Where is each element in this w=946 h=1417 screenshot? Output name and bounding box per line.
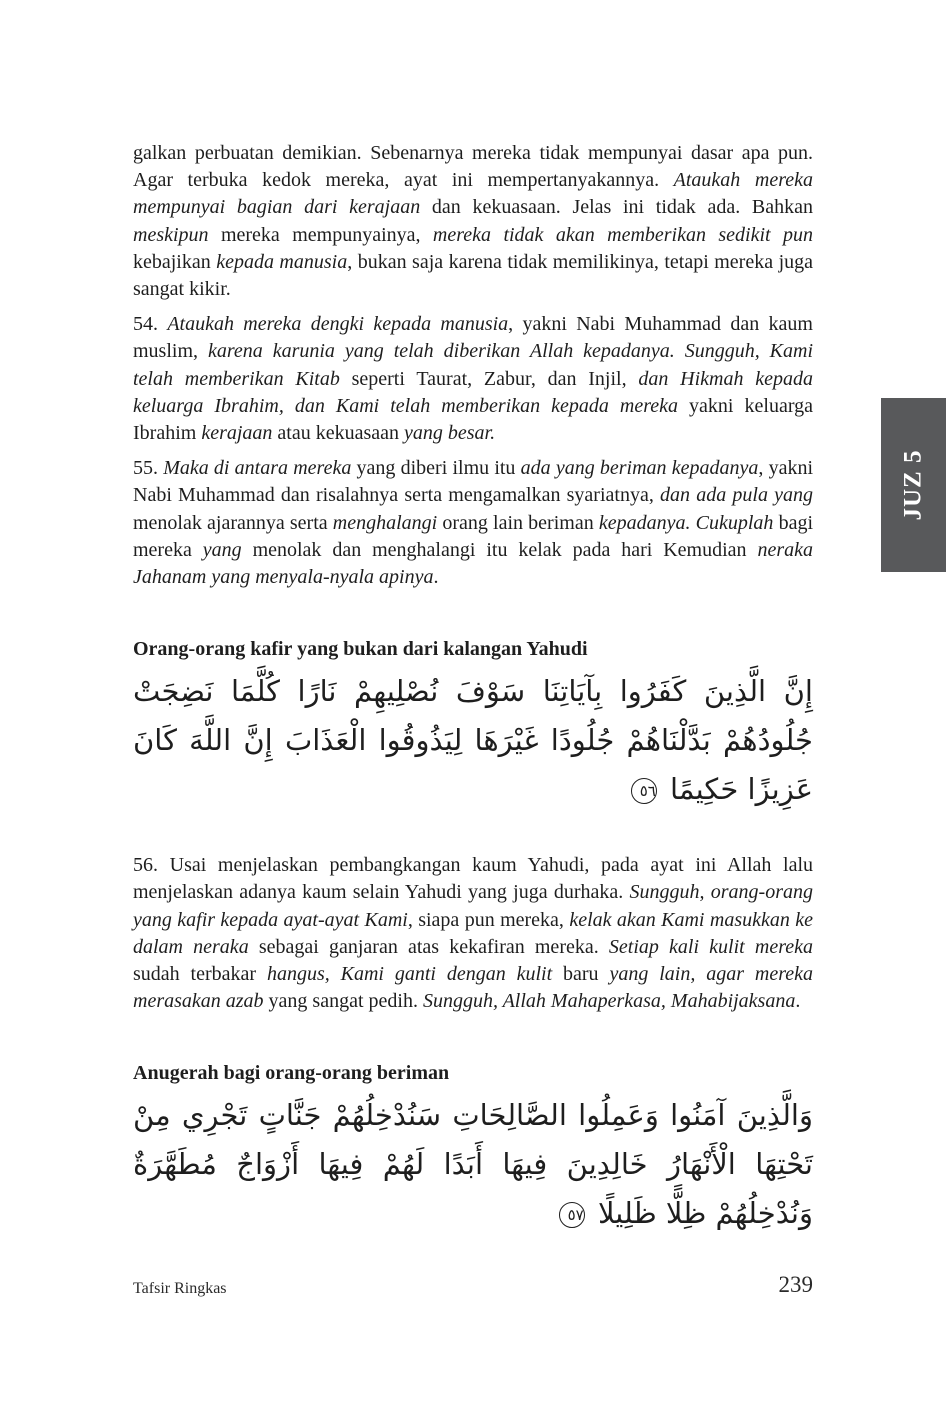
para-55-run: 55. [133,457,164,480]
arabic-verse-56 [133,667,813,814]
para-53-run: kepada manusia [216,250,348,273]
para-55-run: . [433,566,439,589]
para-54-run: seperti Taurat, Zabur, dan Injil, [339,367,639,390]
para-53-run: dan kekuasaan. Jelas ini tidak ada. Bahkan [420,196,813,219]
para-54-run: , yakni Nabi Muhammad dan kaum muslim, [133,313,813,363]
ayah-number-56: ٥٦ [631,778,657,804]
page-content [133,140,813,1238]
para-55-run: ada yang beriman kepadanya [520,457,759,480]
para-55-run: menolak ajarannya serta [133,511,333,534]
para-55-run: bagi mereka [133,511,813,561]
paragraph-53-continuation [133,140,813,303]
para-56-run: Setiap kali kulit mereka [608,935,813,958]
para-56-run: sebagai ganjaran atas kekafiran mereka. [248,935,609,958]
para-56-run: baru [552,963,610,986]
para-53-run: kebajikan [133,250,217,273]
para-56-run: 56. Usai menjelaskan pembangkangan kaum Yahudi, pada ayat ini Allah lalu menjelaskan adanya kaum selain Yahudi yang juga durhaka. [133,854,813,904]
para-55-run: Maka di antara mereka [163,457,352,480]
footer-page-number: 239 [778,1272,813,1297]
footer-book-title: Tafsir Ringkas [133,1280,227,1297]
para-55-run: dan ada pula yang [660,484,814,507]
para-56-run: sudah terbakar [133,963,267,986]
arabic-verse-57-text: وَالَّذِينَ آمَنُوا وَعَمِلُوا الصَّالِحَاتِ سَنُدْخِلُهُمْ جَنَّاتٍ تَجْرِي مِنْ تَحْتِهَا الْأَنْهَارُ خَالِدِينَ فِيهَا أَبَدًا لَهُمْ فِيهَا أَزْوَاجٌ مُطَهَّرَةٌ وَنُدْخِلُهُمْ ظِلًّا ظَلِيلًا [133,1098,813,1231]
para-56-run: Sungguh, Allah Mahaperkasa, Mahabijaksana [422,990,796,1013]
para-54-run: kerajaan [201,422,273,445]
arabic-verse-56-text: إِنَّ الَّذِينَ كَفَرُوا بِآيَاتِنَا سَوْفَ نُصْلِيهِمْ نَارًا كُلَّمَا نَضِجَتْ جُلُودُهُمْ بَدَّلْنَاهُمْ جُلُودًا غَيْرَهَا لِيَذُوقُوا الْعَذَابَ إِنَّ اللَّهَ كَانَ عَزِيزًا حَكِيمًا [133,674,813,807]
juz-tab [881,398,946,572]
para-55-run: yang [202,538,242,561]
para-53-run: , bukan saja karena tidak memilikinya, tetapi mereka juga sangat kikir. [133,250,813,301]
para-56-run: , siapa pun mereka, [407,908,570,931]
para-54-run: karena karunia yang telah diberikan Allah kepadanya. Sungguh, Kami telah memberikan Kitab [133,340,814,390]
para-56-run: . [795,990,801,1013]
para-54-run: atau kekuasaan [272,422,405,445]
section-heading-kafir: Orang-orang kafir yang bukan dari kalangan Yahudi [133,638,588,661]
paragraph-56 [133,852,813,1015]
paragraph-55 [133,455,813,591]
para-53-run: Ataukah mereka mempunyai bagian dari kerajaan [133,169,813,219]
para-55-run: menghalangi [332,511,438,534]
juz-tab-label: JUZ 5 [899,449,927,521]
para-53-run: mereka tidak akan memberikan sedikit pun [432,223,813,246]
para-55-run: kepadanya. Cukuplah [598,511,774,534]
para-53-run: mereka mempunyainya, [208,223,433,246]
para-54-run: dan Hikmah kepada keluarga Ibrahim, dan Kami telah memberikan kepada mereka [133,367,813,417]
para-56-run: Sungguh, orang-orang yang kafir kepada ayat-ayat Kami [133,881,813,931]
para-56-run: hangus, Kami ganti dengan kulit [266,963,553,986]
para-55-run: orang lain beriman [437,511,599,534]
para-53-run: meskipun [133,223,209,246]
para-55-run: menolak dan menghalangi itu kelak pada hari Kemudian [241,538,758,561]
para-55-run: neraka Jahanam yang menyala-nyala apinya [133,538,813,589]
para-54-run: yakni keluarga Ibrahim [133,394,813,445]
paragraph-54 [133,311,813,447]
para-55-run: , yakni Nabi Muhammad dan risalahnya serta mengamalkan syariatnya, [133,457,814,507]
para-54-run: yang besar. [404,422,496,445]
para-56-run: yang lain, agar mereka merasakan azab [133,963,813,1013]
para-53-run: galkan perbuatan demikian. Sebenarnya mereka tidak mempunyai dasar apa pun. Agar terbuka kedok mereka, ayat ini mempertanyakannya. [133,142,813,192]
section-heading-beriman: Anugerah bagi orang-orang beriman [133,1062,450,1085]
para-56-run: kelak akan Kami masukkan ke dalam neraka [133,908,813,958]
ayah-number-57: ٥٧ [559,1202,585,1228]
para-54-run: Ataukah mereka dengki kepada manusia [167,313,509,336]
para-56-run: yang sangat pedih. [263,990,423,1013]
arabic-verse-57 [133,1091,813,1238]
para-54-run: 54. [133,313,168,336]
para-55-run: yang diberi ilmu itu [351,457,521,480]
